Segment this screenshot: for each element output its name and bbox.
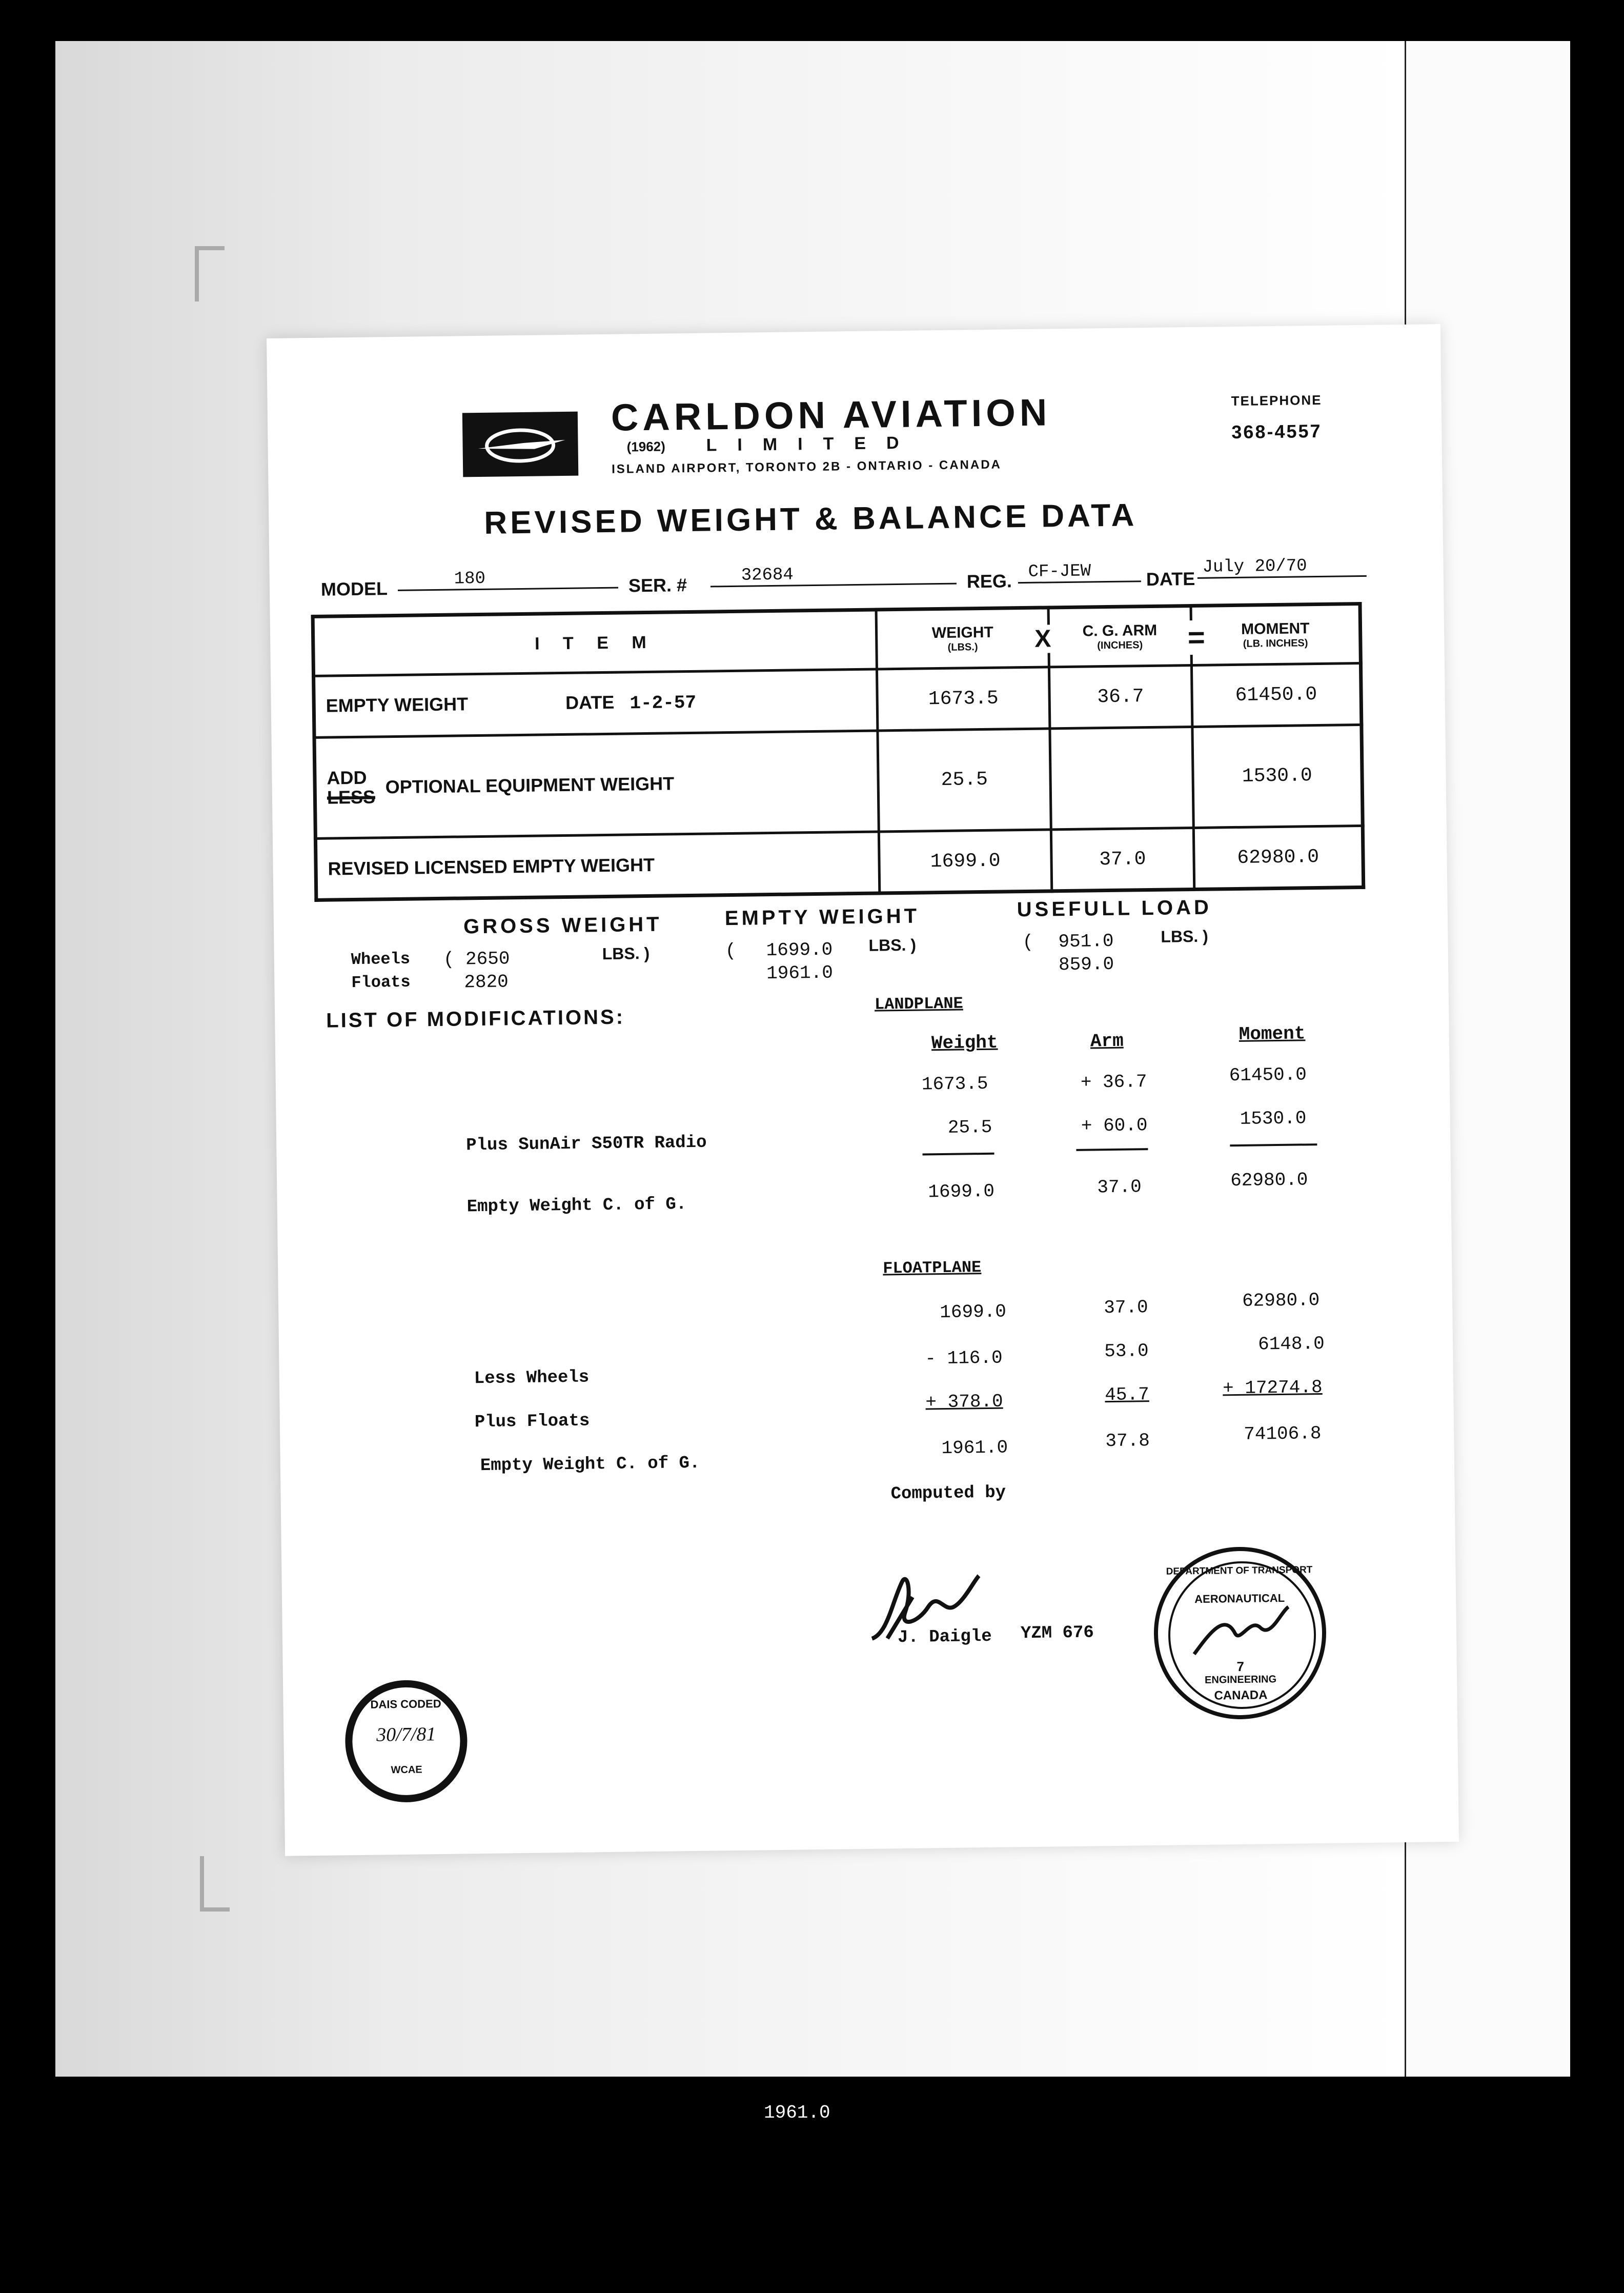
- frame-mark-bottom: [200, 1856, 230, 1912]
- signer-name: J. Daigle: [897, 1626, 992, 1648]
- fp-moment: + 17274.8: [1222, 1376, 1323, 1399]
- fp-weight: 1961.0: [941, 1437, 1008, 1459]
- useful-open-paren: (: [1022, 931, 1034, 953]
- fp-moment: 62980.0: [1242, 1290, 1320, 1312]
- fp-arm: 53.0: [1104, 1340, 1149, 1362]
- fp-arm: 37.0: [1103, 1297, 1148, 1319]
- company-name: CARLDON AVIATION: [611, 391, 1051, 439]
- lp-arm: 37.0: [1097, 1176, 1142, 1198]
- useful-floats-value: 859.0: [1058, 953, 1114, 976]
- transport-stamp-mid-text: AERONAUTICAL: [1194, 1591, 1285, 1606]
- add-less-group: [327, 768, 375, 808]
- reg-label: REG.: [966, 570, 1012, 592]
- transport-stamp: [1153, 1546, 1327, 1720]
- weight-header-label: WEIGHT: [931, 623, 993, 641]
- row-date-label: DATE: [565, 692, 615, 714]
- carldon-logo-icon: [462, 412, 579, 477]
- item-header: I T E M: [313, 610, 877, 676]
- lp-weight: 1673.5: [921, 1073, 988, 1095]
- lp-moment-rule: [1230, 1143, 1317, 1146]
- computed-by-label: Computed by: [890, 1483, 1006, 1504]
- row-weight: 1699.0: [879, 830, 1052, 893]
- model-label: MODEL: [320, 578, 388, 600]
- arm-header: [1034, 606, 1206, 667]
- gross-floats-value: 2820: [464, 971, 509, 993]
- page-number: 1961.0: [764, 2102, 830, 2123]
- moment-header: [1191, 604, 1361, 665]
- gross-wheels-value: ( 2650: [443, 948, 510, 970]
- transport-stamp-bottom-text: CANADA: [1214, 1688, 1268, 1703]
- fp-label: Less Wheels: [474, 1367, 590, 1389]
- model-value: 180: [398, 568, 618, 591]
- ser-value: 32684: [710, 564, 956, 588]
- empty-wheels-value: 1699.0: [766, 939, 833, 961]
- reg-value: CF-JEW: [1018, 561, 1141, 584]
- telephone-number: 368-4557: [1231, 420, 1322, 443]
- table-row: [314, 725, 1363, 838]
- row-date-value: 1-2-57: [630, 692, 697, 714]
- weight-balance-sheet: [267, 324, 1459, 1856]
- moment-header-unit: (LB. INCHES): [1243, 637, 1308, 650]
- fp-weight: 1699.0: [940, 1301, 1007, 1323]
- empty-open-paren: (: [725, 940, 737, 962]
- row-arm: 37.0: [1051, 828, 1194, 891]
- lp-label: Plus SunAir S50TR Radio: [466, 1133, 707, 1156]
- arm-header-label: C. G. ARM: [1082, 621, 1158, 640]
- landplane-label: LANDPLANE: [874, 994, 964, 1014]
- fp-arm: 45.7: [1105, 1384, 1149, 1406]
- wheels-label: Wheels: [351, 949, 411, 970]
- dais-stamp-date: 30/7/81: [376, 1723, 436, 1746]
- row-item-label: EMPTY WEIGHT: [326, 693, 469, 717]
- fp-moment: 6148.0: [1257, 1333, 1325, 1355]
- col-arm-header: Arm: [1090, 1030, 1124, 1052]
- table-row: [315, 826, 1363, 900]
- company-year: (1962): [626, 438, 665, 455]
- telephone-label: TELEPHONE: [1231, 392, 1322, 409]
- dais-stamp-top-text: DAIS CODED: [370, 1697, 441, 1711]
- floats-label: Floats: [351, 972, 411, 993]
- fp-moment: 74106.8: [1244, 1423, 1322, 1445]
- company-suffix: LIMITED: [706, 433, 920, 455]
- lp-arm: + 60.0: [1081, 1115, 1148, 1137]
- row-item: REVISED LICENSED EMPTY WEIGHT: [315, 832, 880, 900]
- arm-header-unit: (INCHES): [1097, 639, 1143, 651]
- fp-weight: - 116.0: [925, 1347, 1003, 1370]
- transport-stamp-inner-text: ENGINEERING: [1204, 1674, 1277, 1686]
- equals-sign: =: [1187, 620, 1206, 655]
- moment-header-label: MOMENT: [1241, 619, 1310, 638]
- fp-weight: + 378.0: [925, 1391, 1003, 1413]
- col-weight-header: Weight: [931, 1032, 998, 1054]
- row-moment: 61450.0: [1191, 663, 1362, 727]
- lp-moment: 62980.0: [1230, 1169, 1308, 1192]
- document-title: REVISED WEIGHT & BALANCE DATA: [484, 497, 1138, 541]
- less-label: LESS: [327, 786, 376, 808]
- lp-arm: + 36.7: [1080, 1071, 1147, 1093]
- frame-mark-top: [195, 246, 225, 301]
- add-label: ADD: [327, 767, 367, 789]
- row-moment: 62980.0: [1193, 826, 1364, 890]
- gross-weight-label: GROSS WEIGHT: [463, 913, 662, 938]
- dais-stamp-bottom-text: WCAE: [391, 1764, 422, 1776]
- fp-label: Empty Weight C. of G.: [480, 1453, 700, 1476]
- row-item: [314, 731, 879, 839]
- transport-stamp-date: 7: [1236, 1658, 1245, 1675]
- lp-weight-rule: [923, 1153, 994, 1156]
- floatplane-label: FLOATPLANE: [883, 1258, 982, 1278]
- company-address: ISLAND AIRPORT, TORONTO 2B - ONTARIO - CANADA: [612, 457, 1002, 476]
- row-weight: 1673.5: [877, 667, 1050, 731]
- row-arm: 36.7: [1049, 666, 1192, 729]
- gross-unit: LBS. ): [602, 943, 650, 963]
- row-item: [314, 669, 878, 737]
- ser-label: SER. #: [628, 574, 687, 596]
- lp-arm-rule: [1076, 1148, 1148, 1151]
- weight-balance-table: [311, 602, 1366, 902]
- fp-arm: 37.8: [1105, 1430, 1150, 1452]
- row-item-label: OPTIONAL EQUIPMENT WEIGHT: [385, 773, 675, 798]
- fp-label: Plus Floats: [474, 1411, 590, 1433]
- date-value: July 20/70: [1197, 556, 1366, 579]
- times-sign: X: [1034, 625, 1051, 653]
- col-moment-header: Moment: [1239, 1023, 1306, 1045]
- transport-stamp-top-text: DEPARTMENT OF TRANSPORT: [1166, 1564, 1313, 1577]
- lp-moment: 61450.0: [1229, 1064, 1307, 1087]
- weight-header: [876, 608, 1049, 669]
- lp-weight: 1699.0: [928, 1180, 995, 1203]
- useful-load-label: USEFULL LOAD: [1017, 896, 1212, 921]
- lp-weight: 25.5: [947, 1116, 992, 1138]
- empty-weight-label: EMPTY WEIGHT: [724, 904, 920, 930]
- date-label: DATE: [1146, 568, 1195, 590]
- useful-wheels-value: 951.0: [1058, 930, 1114, 953]
- row-weight: 25.5: [878, 729, 1051, 832]
- stamp-signature-icon: [1188, 1602, 1291, 1664]
- dais-coded-stamp: [344, 1679, 468, 1803]
- empty-floats-value: 1961.0: [766, 962, 834, 984]
- lp-label: Empty Weight C. of G.: [466, 1195, 687, 1217]
- row-moment: 1530.0: [1192, 725, 1363, 828]
- empty-unit: LBS. ): [868, 935, 917, 955]
- useful-unit: LBS. ): [1161, 927, 1209, 946]
- row-arm: [1050, 727, 1193, 830]
- signer-id: YZM 676: [1020, 1623, 1094, 1644]
- modifications-title: LIST OF MODIFICATIONS:: [326, 1005, 625, 1032]
- lp-moment: 1530.0: [1240, 1108, 1307, 1130]
- weight-header-unit: (LBS.): [947, 641, 978, 653]
